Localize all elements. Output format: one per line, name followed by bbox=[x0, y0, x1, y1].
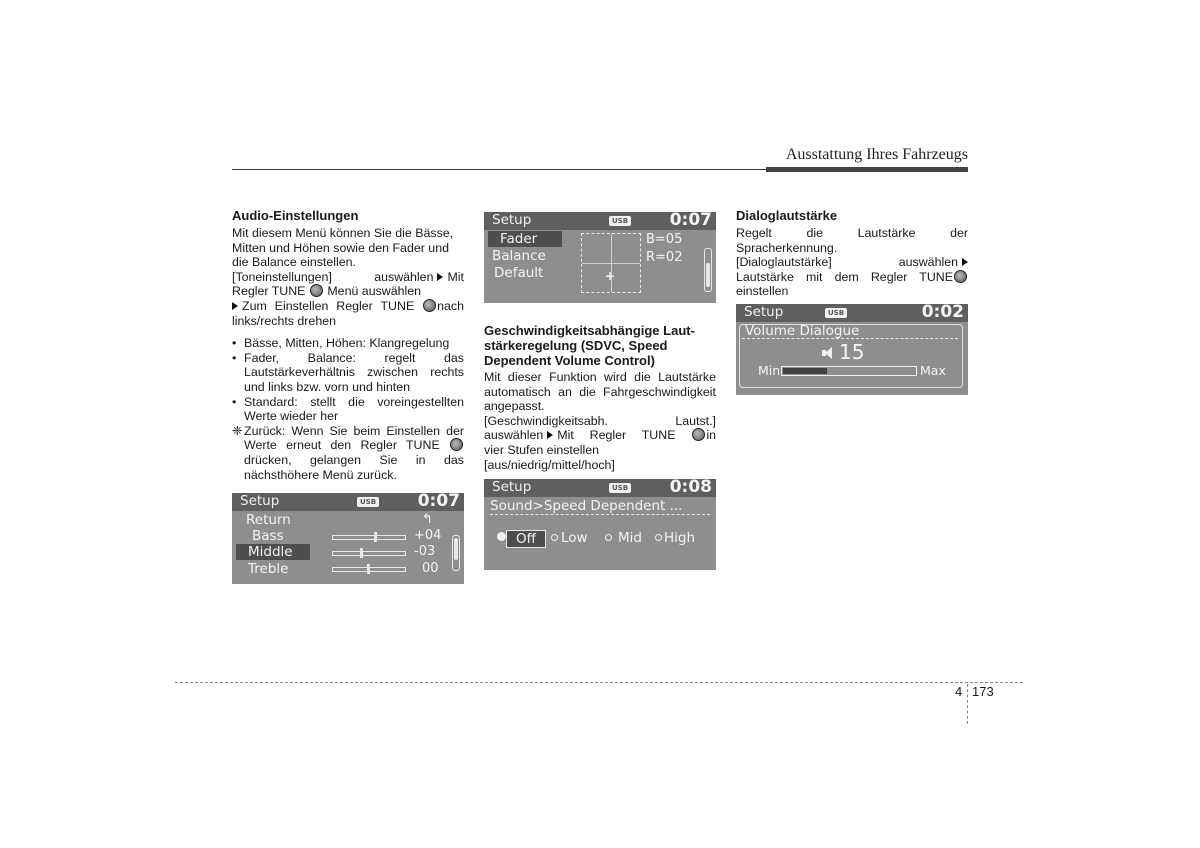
usb-badge: USB bbox=[609, 216, 631, 226]
header-rule-accent bbox=[766, 167, 968, 172]
dialog-volume-section bbox=[736, 208, 968, 299]
screen-title: Setup bbox=[744, 304, 784, 320]
audio-settings-section bbox=[232, 208, 464, 482]
menu-path: Sound>Speed Dependent ... bbox=[490, 498, 683, 514]
radio-mid[interactable] bbox=[605, 534, 612, 541]
option-high[interactable]: High bbox=[664, 530, 696, 546]
footer-rule bbox=[175, 682, 1023, 683]
sdvc-step-line3: vier Stufen einstellen [aus/niedrig/mittel/hoch] bbox=[484, 442, 615, 472]
treble-slider[interactable] bbox=[332, 567, 406, 572]
dialog-volume-text: Regelt die Lautstärke der Spracherkennung. bbox=[736, 226, 968, 255]
bullet-marker: • bbox=[232, 336, 237, 351]
slider-knob[interactable] bbox=[360, 548, 363, 558]
option-low[interactable]: Low bbox=[561, 530, 588, 546]
tune-knob-icon bbox=[450, 438, 463, 451]
grid-hline bbox=[582, 263, 640, 264]
usb-badge: USB bbox=[609, 483, 631, 493]
middle-value: -03 bbox=[414, 544, 436, 559]
menu-item-treble[interactable]: Treble bbox=[248, 561, 289, 577]
menu-item-return[interactable]: Return bbox=[246, 512, 291, 528]
arrow-icon bbox=[437, 273, 443, 281]
radio-high[interactable] bbox=[655, 534, 662, 541]
option-off[interactable]: Off bbox=[506, 530, 546, 548]
arrow-icon bbox=[962, 258, 968, 266]
page-number: 173 bbox=[972, 684, 994, 699]
position-cross-icon: + bbox=[605, 269, 616, 283]
radio-off-selected[interactable] bbox=[497, 532, 506, 541]
volume-label: Volume Dialogue bbox=[745, 323, 860, 339]
audio-bullet-list bbox=[232, 336, 464, 482]
speaker-icon-body bbox=[822, 350, 826, 356]
radio-low[interactable] bbox=[551, 534, 558, 541]
dialog-volume-screen bbox=[736, 304, 968, 395]
middle-slider[interactable] bbox=[332, 551, 406, 556]
list-item: • Standard: stellt die voreingestellten Werte wieder her bbox=[232, 394, 464, 424]
screen-title: Setup bbox=[492, 212, 532, 228]
step1-line1: [Toneinstellungen] auswählen Mit bbox=[232, 269, 464, 284]
menu-item-bass[interactable]: Bass bbox=[252, 528, 284, 544]
scrollbar-thumb[interactable] bbox=[454, 538, 458, 560]
sdvc-text: Mit dieser Funktion wird die Lautstärke automatisch an die Fahrgeschwindigkeit angepasst. bbox=[484, 370, 716, 414]
menu-item-middle[interactable]: Middle bbox=[236, 544, 310, 560]
tone-settings-screen bbox=[232, 493, 464, 584]
sdvc-step-line1: [Geschwindigkeitsabh. Lautst.] bbox=[484, 413, 716, 428]
fader-value: B=05 bbox=[646, 232, 683, 247]
screen-time: 0:07 bbox=[417, 493, 460, 511]
scrollbar[interactable] bbox=[452, 535, 460, 571]
tune-knob-icon bbox=[692, 428, 705, 441]
label-underline bbox=[742, 338, 958, 339]
audio-settings-intro: Mit diesem Menü können Sie die Bässe, Mitten und Höhen sowie den Fader und die Balance einstellen. bbox=[232, 226, 454, 270]
slider-knob[interactable] bbox=[367, 564, 370, 574]
fader-balance-grid[interactable] bbox=[581, 233, 641, 293]
footer-divider bbox=[967, 684, 968, 724]
usb-badge: USB bbox=[357, 497, 379, 507]
header-rule bbox=[232, 169, 768, 170]
path-underline bbox=[490, 514, 710, 515]
dialog-step-line2: Lautstärke mit dem Regler TUNE bbox=[736, 270, 968, 285]
screen-time: 0:02 bbox=[921, 304, 964, 322]
tune-knob-icon bbox=[310, 284, 323, 297]
screen-time: 0:08 bbox=[669, 479, 712, 497]
screen-time: 0:07 bbox=[669, 212, 712, 230]
screen-title: Setup bbox=[240, 493, 280, 509]
arrow-icon bbox=[547, 431, 553, 439]
tune-knob-icon bbox=[423, 299, 436, 312]
arrow-icon bbox=[232, 302, 238, 310]
dialog-volume-heading: Dialoglautstärke bbox=[736, 208, 838, 223]
bass-slider[interactable] bbox=[332, 535, 406, 540]
menu-item-fader[interactable]: Fader bbox=[488, 231, 562, 247]
return-icon: ↰ bbox=[422, 512, 433, 527]
list-item: • Fader, Balance: regelt das Lautstärkeverhältnis zwischen rechts und links bzw. vorn und hinten bbox=[232, 350, 464, 394]
sdvc-step-line2: auswählen Mit Regler TUNE in bbox=[484, 428, 716, 443]
menu-item-balance[interactable]: Balance bbox=[492, 248, 546, 264]
list-item: • Bässe, Mitten, Höhen: Klangregelung bbox=[232, 336, 450, 351]
volume-value: 15 bbox=[839, 340, 865, 364]
usb-badge: USB bbox=[825, 308, 847, 318]
screen-title: Setup bbox=[492, 479, 532, 495]
volume-min-label: Min bbox=[758, 363, 781, 378]
slider-knob[interactable] bbox=[374, 532, 377, 542]
volume-bar[interactable] bbox=[781, 366, 917, 376]
dialog-step-line1: [Dialoglautstärke] auswählen bbox=[736, 255, 968, 270]
treble-value: 00 bbox=[422, 561, 439, 576]
bass-value: +04 bbox=[414, 528, 442, 543]
volume-max-label: Max bbox=[920, 363, 946, 378]
page-header-title: Ausstattung Ihres Fahrzeugs bbox=[785, 146, 968, 163]
step2-line1: Zum Einstellen Regler TUNE nach bbox=[232, 299, 464, 314]
bullet-marker: • bbox=[232, 350, 237, 365]
note-marker: ❈ bbox=[232, 423, 243, 438]
scrollbar-thumb[interactable] bbox=[706, 263, 710, 287]
note-item: ❈ Zurück: Wenn Sie beim Einstellen der Werte erneut den Regler TUNE drücken, gelangen Sie in das nächsthöhere Menü zurück. bbox=[232, 423, 464, 482]
audio-settings-heading: Audio-Einstellungen bbox=[232, 208, 359, 223]
fader-balance-screen bbox=[484, 212, 716, 303]
scrollbar[interactable] bbox=[704, 248, 712, 292]
option-mid[interactable]: Mid bbox=[618, 530, 642, 546]
balance-value: R=02 bbox=[646, 250, 683, 265]
sdvc-screen bbox=[484, 479, 716, 570]
step1-line2: Regler TUNE Menü auswählen bbox=[232, 284, 422, 299]
tune-knob-icon bbox=[954, 270, 967, 283]
bullet-marker: • bbox=[232, 394, 237, 409]
sdvc-section bbox=[484, 323, 716, 472]
dialog-step-line3: einstellen bbox=[736, 284, 789, 299]
menu-item-default[interactable]: Default bbox=[494, 265, 544, 281]
sdvc-heading: Geschwindigkeitsabhängige Laut- stärkeregelung (SDVC, Speed Dependent Volume Control) bbox=[484, 323, 695, 368]
speaker-icon bbox=[825, 347, 832, 359]
step2-line2: links/rechts drehen bbox=[232, 313, 336, 328]
chapter-number: 4 bbox=[955, 684, 963, 699]
volume-bar-fill bbox=[783, 368, 827, 374]
